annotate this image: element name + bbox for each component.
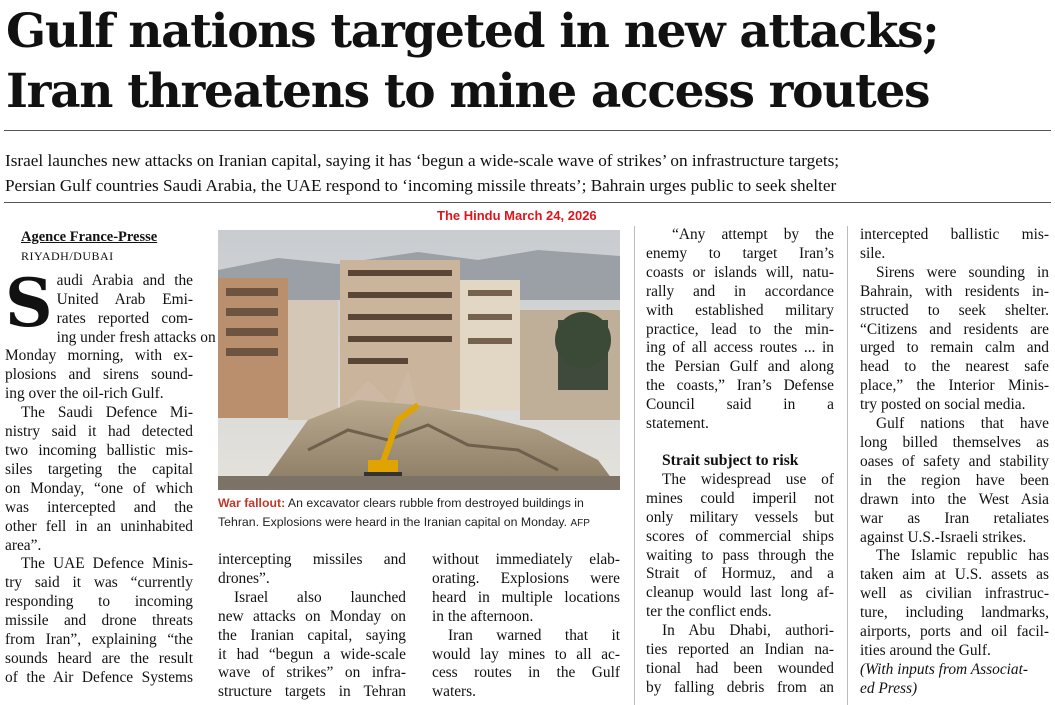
text-line: structure targets in Tehran — [218, 683, 406, 701]
column-divider — [634, 226, 635, 705]
text-line: of the Air Defence Systems — [5, 668, 193, 686]
text-line: Monday morning, with ex- — [5, 347, 193, 365]
text-line: the Iranian capital, saying — [218, 626, 406, 644]
text-line: airports, ports and oil facil- — [860, 623, 1049, 641]
paragraph — [218, 551, 406, 589]
text-line: against U.S.-Israeli strikes. — [860, 528, 1027, 546]
text-line: head to the nearest safe — [860, 358, 1049, 376]
rubble-building-image — [218, 230, 620, 490]
text-line: intercepted ballistic mis- — [860, 226, 1049, 243]
photo-credit: AFP — [570, 518, 590, 529]
text-line: war as Iran retaliates — [860, 509, 1049, 527]
headline-line-2: Iran threatens to mine access routes — [6, 64, 930, 119]
text-line: the Persian Gulf and along — [646, 358, 834, 376]
paragraph — [5, 555, 193, 687]
deck-rule — [4, 202, 1051, 203]
text-line: orating. Explosions were — [432, 569, 620, 587]
caption-label: War fallout: — [218, 496, 286, 510]
text-line: well as civilian infrastruc- — [860, 585, 1049, 603]
news-photo — [218, 230, 620, 490]
text-line: The UAE Defence Minis- — [21, 555, 193, 573]
text-line: in the afternoon. — [432, 607, 534, 625]
text-line: ing of all access routes ... in — [646, 339, 834, 357]
caption-text: An excavator clears rubble from destroyed buildings in Tehran. Explosions were heard in the Iranian capital on Monday. — [218, 496, 584, 529]
text-line: structed to seek shelter. — [860, 301, 1049, 319]
text-line: Gulf nations that have — [876, 415, 1049, 433]
text-line: long billed themselves as — [860, 433, 1049, 451]
text-line: Strait of Hormuz, and a — [646, 565, 834, 583]
text-line: new attacks on Monday on — [218, 607, 406, 625]
column-divider — [847, 226, 848, 705]
text-line: without immediately elab- — [432, 551, 620, 568]
article-column-1 — [5, 228, 216, 688]
text-line: scores of commercial ships — [646, 527, 834, 545]
text-line: rally and in accordance — [646, 282, 834, 300]
dateline: RIYADH/DUBAI — [21, 248, 114, 263]
text-line: Iran warned that it — [448, 626, 620, 644]
text-line: United Arab Emi- — [56, 290, 193, 308]
text-line: statement. — [646, 415, 709, 433]
text-line: with established military — [646, 301, 834, 319]
text-line: missile and drone threats — [5, 612, 193, 630]
photo-caption — [218, 494, 620, 533]
text-line: in the region have been — [860, 471, 1049, 489]
text-line: was intercepted and the — [5, 498, 193, 516]
attribution-note — [860, 661, 1049, 699]
text-line: oases of safety and stability — [860, 452, 1049, 470]
text-line: drawn into the West Asia — [860, 490, 1049, 508]
text-line: cess routes in the Gulf — [432, 664, 620, 682]
text-line: drones”. — [218, 569, 270, 587]
text-line: responding to incoming — [5, 593, 193, 611]
deck-line-2: Persian Gulf countries Saudi Arabia, the UAE respond to ‘incoming missile threats’; Bahrain urges public to seek shelter — [5, 176, 837, 195]
article-column-3 — [432, 551, 620, 702]
text-line: “Citizens and residents are — [860, 320, 1049, 338]
article-column-4 — [646, 226, 834, 698]
text-line: waters. — [432, 683, 477, 701]
text-line: enemy to target Iran’s — [646, 244, 834, 262]
text-line: (With inputs from Associat- — [860, 660, 1029, 678]
article-column-5 — [860, 226, 1049, 699]
text-line: try said it was “currently — [5, 574, 193, 592]
article-column-2 — [218, 551, 406, 702]
text-line: ing under fresh attacks on — [56, 328, 216, 346]
text-line: siles targeting the capital — [5, 460, 193, 478]
paragraph — [860, 415, 1049, 547]
source-credit: The Hindu March 24, 2026 — [437, 208, 597, 223]
text-line: The Islamic republic has — [876, 547, 1049, 565]
byline: Agence France-Presse — [21, 229, 158, 245]
text-line: other fell in an uninhabited — [5, 517, 193, 535]
paragraph — [646, 622, 834, 698]
text-line: Sirens were sounding in — [876, 263, 1049, 281]
paragraph — [646, 471, 834, 622]
text-line: cleanup would last long af- — [646, 584, 834, 602]
text-line: Bahrain, with residents in- — [860, 282, 1049, 300]
text-line: taken aim at U.S. assets as — [860, 566, 1049, 584]
text-line: on Monday, “one of which — [5, 479, 193, 497]
text-line: Council said in a — [646, 396, 834, 414]
text-line: Israel also launched — [234, 588, 406, 606]
text-line: sile. — [860, 244, 886, 262]
text-line: practice, lead to the min- — [646, 320, 834, 338]
deck-line-1: Israel launches new attacks on Iranian capital, saying it has ‘begun a wide-scale wave of strikes’ on infrastructure targets; — [5, 151, 840, 170]
paragraph — [432, 627, 620, 703]
text-line: In Abu Dhabi, authori- — [662, 622, 834, 640]
text-line: The Saudi Defence Mi- — [21, 404, 193, 422]
text-line: ter the conflict ends. — [646, 603, 772, 621]
text-line: heard in multiple locations — [432, 588, 620, 606]
text-line: waiting to pass through the — [646, 546, 834, 564]
text-line: ities around the Gulf. — [860, 641, 991, 659]
paragraph — [860, 264, 1049, 415]
text-line: try posted on social media. — [860, 396, 1026, 414]
text-line: nistry said it had detected — [5, 423, 193, 441]
text-line: audi Arabia and the — [56, 271, 193, 289]
paragraph — [218, 589, 406, 702]
headline — [6, 2, 1051, 122]
text-line: intercepting missiles and — [218, 551, 406, 568]
text-line: “Any attempt by the — [672, 226, 834, 243]
text-line: sounds heard are the result — [5, 649, 193, 667]
text-line: only military vessels but — [646, 508, 834, 526]
text-line: tional had been wounded — [646, 659, 834, 677]
text-line: coasts or islands will, natu- — [646, 263, 834, 281]
text-line: place,” the Interior Minis- — [860, 377, 1049, 395]
text-line: ture, including landmarks, — [860, 604, 1049, 622]
text-line: two incoming ballistic mis- — [5, 441, 193, 459]
drop-cap: S — [5, 263, 53, 342]
text-line: ties reported an Indian na- — [646, 641, 834, 659]
subheading: Strait subject to risk — [662, 451, 799, 469]
paragraph — [432, 551, 620, 627]
deck — [5, 148, 1050, 198]
text-line: from Iran”, explaining “the — [5, 631, 193, 649]
text-line: The widespread use of — [662, 470, 834, 488]
text-line: rates reported com- — [56, 309, 193, 327]
text-line: area”. — [5, 536, 42, 554]
paragraph — [860, 547, 1049, 660]
text-line: the coasts,” Iran’s Defense — [646, 377, 834, 395]
text-line: wave of strikes” on infra- — [218, 664, 406, 682]
paragraph — [860, 226, 1049, 264]
headline-line-1: Gulf nations targeted in new attacks; — [6, 4, 939, 59]
text-line: ing over the oil-rich Gulf. — [5, 385, 164, 403]
text-line: would lay mines to all ac- — [432, 645, 620, 663]
text-line: mines could imperil not — [646, 489, 834, 507]
text-line: plosions and sirens sound- — [5, 366, 193, 384]
paragraph — [646, 226, 834, 434]
text-line: urged to remain calm and — [860, 339, 1049, 357]
text-line: ed Press) — [860, 679, 918, 697]
lead-paragraph — [5, 263, 216, 404]
text-line: by falling debris from an — [646, 678, 834, 696]
headline-rule — [4, 130, 1051, 131]
text-line: it had “begun a wide-scale — [218, 645, 406, 663]
paragraph — [5, 404, 193, 555]
